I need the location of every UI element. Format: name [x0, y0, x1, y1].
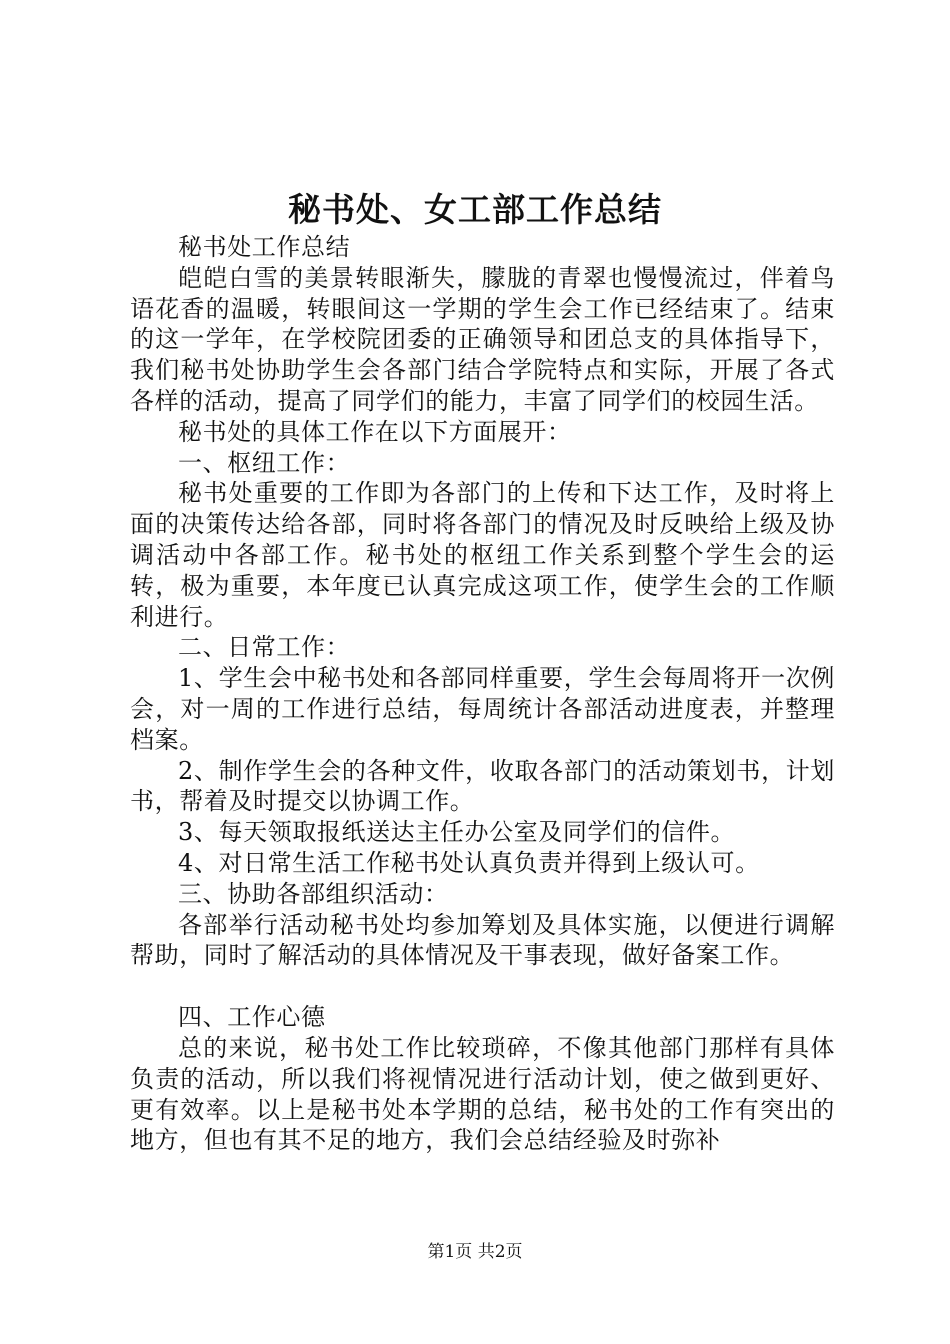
paragraph-reflections: 总的来说，秘书处工作比较琐碎，不像其他部门那样有具体负责的活动，所以我们将视情况进行活动计划，使之做到更好、更有效率。以上是秘书处本学期的总结，秘书处的工作有突出的地方，但也有其不足的地方，我们会总结经验及时弥补 — [130, 1033, 835, 1155]
list-item-daily-3: 3、每天领取报纸送达主任办公室及同学们的信件。 — [178, 818, 736, 847]
section-heading-daily-work: 二、日常工作： — [178, 633, 351, 662]
list-item-daily-1: 1、学生会中秘书处和各部同样重要，学生会每周将开一次例会，对一周的工作进行总结，每周统计各部活动进度表，并整理档案。 — [130, 664, 835, 754]
paragraph-assist-activities: 各部举行活动秘书处均参加筹划及具体实施，以便进行调解帮助，同时了解活动的具体情况及干事表现，做好备案工作。 — [130, 910, 835, 970]
document-title: 秘书处、女工部工作总结 — [288, 190, 662, 229]
section-heading-secretariat: 秘书处工作总结 — [178, 233, 351, 261]
paragraph-hub-work: 秘书处重要的工作即为各部门的上传和下达工作，及时将上面的决策传达给各部，同时将各部门的情况及时反映给上级及协调活动中各部工作。秘书处的枢纽工作关系到整个学生会的运转，极为重要，本年度已认真完成这项工作，使学生会的工作顺利进行。 — [130, 479, 835, 631]
paragraph-intro: 皑皑白雪的美景转眼渐失，朦胧的青翠也慢慢流过，伴着鸟语花香的温暖，转眼间这一学期的学生会工作已经结束了。结束的这一学年，在学校院团委的正确领导和团总支的具体指导下，我们秘书处协助学生会各部门结合学院特点和实际，开展了各式各样的活动，提高了同学们的能力，丰富了同学们的校园生活。 — [130, 263, 835, 415]
document-body — [130, 232, 835, 1156]
list-item-daily-2: 2、制作学生会的各种文件，收取各部门的活动策划书，计划书，帮着及时提交以协调工作。 — [130, 756, 835, 816]
paragraph-work-areas: 秘书处的具体工作在以下方面展开： — [178, 417, 572, 446]
section-heading-assist-activities: 三、协助各部组织活动： — [178, 879, 449, 908]
section-heading-hub-work: 一、枢纽工作： — [178, 448, 351, 477]
list-item-daily-4: 4、对日常生活工作秘书处认真负责并得到上级认可。 — [178, 848, 760, 877]
section-heading-reflections: 四、工作心德 — [178, 1003, 326, 1032]
page-footer: 第1页 共2页 — [427, 1242, 523, 1262]
